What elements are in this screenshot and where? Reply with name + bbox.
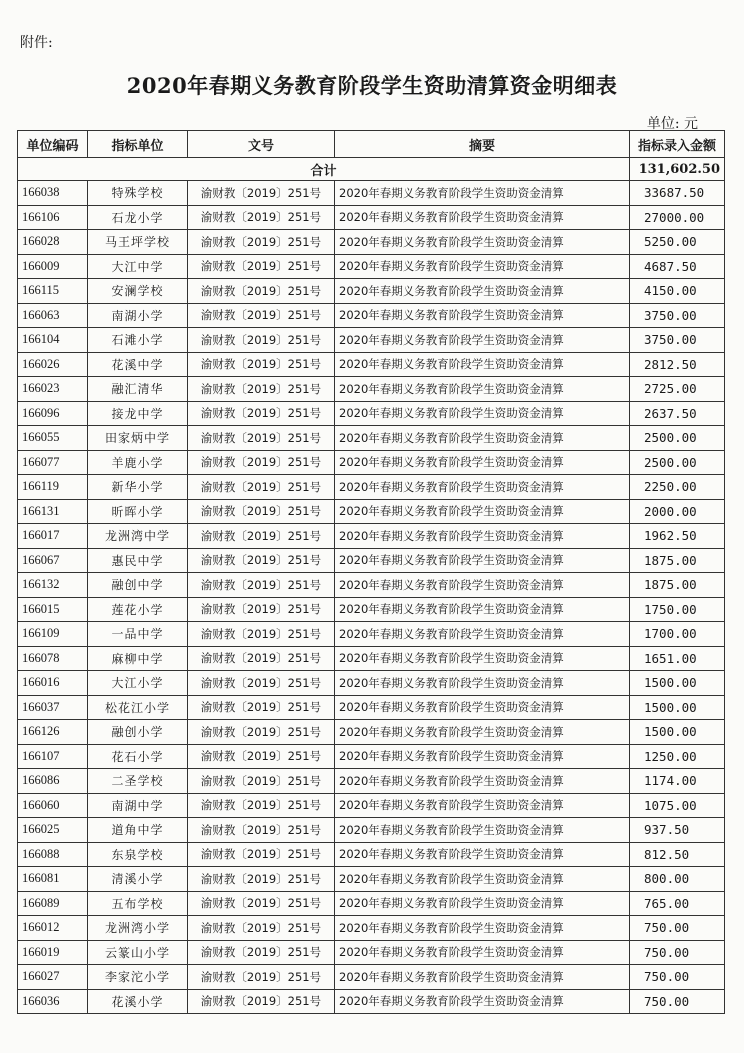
cell-amount: 2500.00 — [630, 450, 725, 475]
cell-doc: 渝财教〔2019〕251号 — [188, 769, 335, 794]
table-row — [18, 328, 725, 353]
cell-doc: 渝财教〔2019〕251号 — [188, 695, 335, 720]
cell-summary: 2020年春期义务教育阶段学生资助资金清算 — [335, 671, 630, 696]
cell-amount: 1875.00 — [630, 573, 725, 598]
cell-summary: 2020年春期义务教育阶段学生资助资金清算 — [335, 230, 630, 255]
cell-code: 166055 — [18, 426, 88, 451]
table-row — [18, 744, 725, 769]
cell-summary: 2020年春期义务教育阶段学生资助资金清算 — [335, 377, 630, 402]
table-row — [18, 548, 725, 573]
table-row — [18, 573, 725, 598]
total-amount: 131,602.50 — [630, 158, 725, 181]
table-row — [18, 205, 725, 230]
header-doc: 文号 — [188, 131, 335, 158]
cell-code: 166126 — [18, 720, 88, 745]
cell-code: 166025 — [18, 818, 88, 843]
table-row — [18, 254, 725, 279]
cell-amount: 750.00 — [630, 965, 725, 990]
cell-summary: 2020年春期义务教育阶段学生资助资金清算 — [335, 867, 630, 892]
cell-amount: 2250.00 — [630, 475, 725, 500]
cell-code: 166132 — [18, 573, 88, 598]
cell-unit: 安澜学校 — [88, 279, 188, 304]
cell-unit: 花石小学 — [88, 744, 188, 769]
cell-unit: 特殊学校 — [88, 181, 188, 206]
cell-code: 166078 — [18, 646, 88, 671]
table-row — [18, 303, 725, 328]
header-amount: 指标录入金额 — [630, 131, 725, 158]
cell-doc: 渝财教〔2019〕251号 — [188, 891, 335, 916]
cell-unit: 李家沱小学 — [88, 965, 188, 990]
cell-doc: 渝财教〔2019〕251号 — [188, 671, 335, 696]
cell-unit: 清溪小学 — [88, 867, 188, 892]
cell-doc: 渝财教〔2019〕251号 — [188, 744, 335, 769]
cell-doc: 渝财教〔2019〕251号 — [188, 279, 335, 304]
table-row — [18, 720, 725, 745]
cell-unit: 道角中学 — [88, 818, 188, 843]
cell-amount: 1651.00 — [630, 646, 725, 671]
cell-unit: 二圣学校 — [88, 769, 188, 794]
table-row — [18, 475, 725, 500]
cell-amount: 1962.50 — [630, 524, 725, 549]
cell-code: 166088 — [18, 842, 88, 867]
cell-amount: 4150.00 — [630, 279, 725, 304]
header-summary: 摘要 — [335, 131, 630, 158]
cell-summary: 2020年春期义务教育阶段学生资助资金清算 — [335, 352, 630, 377]
cell-doc: 渝财教〔2019〕251号 — [188, 377, 335, 402]
cell-doc: 渝财教〔2019〕251号 — [188, 254, 335, 279]
cell-doc: 渝财教〔2019〕251号 — [188, 205, 335, 230]
cell-code: 166109 — [18, 622, 88, 647]
cell-amount: 2637.50 — [630, 401, 725, 426]
cell-amount: 1875.00 — [630, 548, 725, 573]
table-row — [18, 524, 725, 549]
cell-unit: 羊鹿小学 — [88, 450, 188, 475]
table-row — [18, 646, 725, 671]
cell-unit: 花溪小学 — [88, 989, 188, 1014]
cell-code: 166038 — [18, 181, 88, 206]
table-row — [18, 352, 725, 377]
cell-amount: 1500.00 — [630, 720, 725, 745]
cell-doc: 渝财教〔2019〕251号 — [188, 720, 335, 745]
cell-summary: 2020年春期义务教育阶段学生资助资金清算 — [335, 891, 630, 916]
cell-doc: 渝财教〔2019〕251号 — [188, 303, 335, 328]
cell-amount: 2500.00 — [630, 426, 725, 451]
table-row — [18, 377, 725, 402]
cell-unit: 龙洲湾小学 — [88, 916, 188, 941]
table-row — [18, 279, 725, 304]
cell-amount: 2725.00 — [630, 377, 725, 402]
table-row — [18, 622, 725, 647]
cell-unit: 田家炳中学 — [88, 426, 188, 451]
cell-doc: 渝财教〔2019〕251号 — [188, 597, 335, 622]
cell-summary: 2020年春期义务教育阶段学生资助资金清算 — [335, 254, 630, 279]
cell-amount: 1500.00 — [630, 695, 725, 720]
cell-unit: 东泉学校 — [88, 842, 188, 867]
cell-doc: 渝财教〔2019〕251号 — [188, 328, 335, 353]
cell-amount: 800.00 — [630, 867, 725, 892]
cell-unit: 花溪中学 — [88, 352, 188, 377]
cell-doc: 渝财教〔2019〕251号 — [188, 646, 335, 671]
cell-doc: 渝财教〔2019〕251号 — [188, 450, 335, 475]
cell-code: 166023 — [18, 377, 88, 402]
cell-summary: 2020年春期义务教育阶段学生资助资金清算 — [335, 181, 630, 206]
cell-doc: 渝财教〔2019〕251号 — [188, 989, 335, 1014]
cell-doc: 渝财教〔2019〕251号 — [188, 352, 335, 377]
cell-code: 166096 — [18, 401, 88, 426]
table-row — [18, 793, 725, 818]
cell-summary: 2020年春期义务教育阶段学生资助资金清算 — [335, 916, 630, 941]
cell-amount: 4687.50 — [630, 254, 725, 279]
cell-code: 166086 — [18, 769, 88, 794]
cell-doc: 渝财教〔2019〕251号 — [188, 867, 335, 892]
cell-summary: 2020年春期义务教育阶段学生资助资金清算 — [335, 303, 630, 328]
table-row — [18, 401, 725, 426]
cell-summary: 2020年春期义务教育阶段学生资助资金清算 — [335, 842, 630, 867]
table-row — [18, 450, 725, 475]
cell-code: 166077 — [18, 450, 88, 475]
cell-summary: 2020年春期义务教育阶段学生资助资金清算 — [335, 548, 630, 573]
cell-unit: 南湖小学 — [88, 303, 188, 328]
cell-amount: 1750.00 — [630, 597, 725, 622]
cell-unit: 惠民中学 — [88, 548, 188, 573]
cell-unit: 融汇清华 — [88, 377, 188, 402]
attachment-label: 附件: — [20, 35, 53, 51]
cell-summary: 2020年春期义务教育阶段学生资助资金清算 — [335, 450, 630, 475]
cell-amount: 5250.00 — [630, 230, 725, 255]
cell-amount: 2812.50 — [630, 352, 725, 377]
cell-doc: 渝财教〔2019〕251号 — [188, 793, 335, 818]
cell-unit: 五布学校 — [88, 891, 188, 916]
cell-doc: 渝财教〔2019〕251号 — [188, 181, 335, 206]
cell-amount: 1174.00 — [630, 769, 725, 794]
cell-unit: 马王坪学校 — [88, 230, 188, 255]
table-row — [18, 940, 725, 965]
cell-amount: 1250.00 — [630, 744, 725, 769]
cell-summary: 2020年春期义务教育阶段学生资助资金清算 — [335, 793, 630, 818]
table-row — [18, 842, 725, 867]
table-row — [18, 695, 725, 720]
cell-unit: 接龙中学 — [88, 401, 188, 426]
cell-code: 166107 — [18, 744, 88, 769]
cell-unit: 龙洲湾中学 — [88, 524, 188, 549]
cell-doc: 渝财教〔2019〕251号 — [188, 401, 335, 426]
table-row — [18, 181, 725, 206]
cell-doc: 渝财教〔2019〕251号 — [188, 426, 335, 451]
cell-amount: 812.50 — [630, 842, 725, 867]
table-row — [18, 499, 725, 524]
cell-code: 166106 — [18, 205, 88, 230]
table-row — [18, 867, 725, 892]
cell-code: 166115 — [18, 279, 88, 304]
cell-amount: 750.00 — [630, 989, 725, 1014]
table-row — [18, 426, 725, 451]
cell-unit: 石龙小学 — [88, 205, 188, 230]
cell-unit: 大江中学 — [88, 254, 188, 279]
cell-summary: 2020年春期义务教育阶段学生资助资金清算 — [335, 279, 630, 304]
table-row — [18, 891, 725, 916]
cell-amount: 750.00 — [630, 916, 725, 941]
cell-amount: 3750.00 — [630, 328, 725, 353]
cell-summary: 2020年春期义务教育阶段学生资助资金清算 — [335, 205, 630, 230]
table-row — [18, 989, 725, 1014]
cell-summary: 2020年春期义务教育阶段学生资助资金清算 — [335, 499, 630, 524]
cell-doc: 渝财教〔2019〕251号 — [188, 573, 335, 598]
cell-code: 166067 — [18, 548, 88, 573]
header-code: 单位编码 — [18, 131, 88, 158]
cell-amount: 750.00 — [630, 940, 725, 965]
cell-code: 166104 — [18, 328, 88, 353]
header-unit: 指标单位 — [88, 131, 188, 158]
cell-code: 166026 — [18, 352, 88, 377]
cell-code: 166009 — [18, 254, 88, 279]
funding-table — [17, 130, 725, 1014]
cell-amount: 765.00 — [630, 891, 725, 916]
cell-doc: 渝财教〔2019〕251号 — [188, 475, 335, 500]
cell-summary: 2020年春期义务教育阶段学生资助资金清算 — [335, 573, 630, 598]
cell-code: 166081 — [18, 867, 88, 892]
unit-label: 单位: 元 — [646, 116, 698, 132]
cell-code: 166019 — [18, 940, 88, 965]
cell-summary: 2020年春期义务教育阶段学生资助资金清算 — [335, 695, 630, 720]
total-row — [18, 158, 725, 181]
cell-doc: 渝财教〔2019〕251号 — [188, 622, 335, 647]
cell-summary: 2020年春期义务教育阶段学生资助资金清算 — [335, 965, 630, 990]
cell-unit: 一品中学 — [88, 622, 188, 647]
cell-code: 166028 — [18, 230, 88, 255]
cell-code: 166119 — [18, 475, 88, 500]
table-header-row — [18, 131, 725, 158]
cell-doc: 渝财教〔2019〕251号 — [188, 230, 335, 255]
cell-summary: 2020年春期义务教育阶段学生资助资金清算 — [335, 769, 630, 794]
cell-unit: 石滩小学 — [88, 328, 188, 353]
table-row — [18, 597, 725, 622]
cell-summary: 2020年春期义务教育阶段学生资助资金清算 — [335, 426, 630, 451]
cell-doc: 渝财教〔2019〕251号 — [188, 842, 335, 867]
table-row — [18, 769, 725, 794]
cell-unit: 昕晖小学 — [88, 499, 188, 524]
cell-doc: 渝财教〔2019〕251号 — [188, 965, 335, 990]
cell-summary: 2020年春期义务教育阶段学生资助资金清算 — [335, 744, 630, 769]
cell-code: 166017 — [18, 524, 88, 549]
cell-summary: 2020年春期义务教育阶段学生资助资金清算 — [335, 597, 630, 622]
table-row — [18, 916, 725, 941]
cell-amount: 3750.00 — [630, 303, 725, 328]
cell-doc: 渝财教〔2019〕251号 — [188, 499, 335, 524]
cell-code: 166131 — [18, 499, 88, 524]
cell-code: 166015 — [18, 597, 88, 622]
cell-code: 166012 — [18, 916, 88, 941]
cell-unit: 云篆山小学 — [88, 940, 188, 965]
cell-unit: 大江小学 — [88, 671, 188, 696]
cell-amount: 1075.00 — [630, 793, 725, 818]
cell-amount: 937.50 — [630, 818, 725, 843]
cell-doc: 渝财教〔2019〕251号 — [188, 818, 335, 843]
cell-summary: 2020年春期义务教育阶段学生资助资金清算 — [335, 401, 630, 426]
cell-unit: 莲花小学 — [88, 597, 188, 622]
cell-summary: 2020年春期义务教育阶段学生资助资金清算 — [335, 818, 630, 843]
cell-amount: 1500.00 — [630, 671, 725, 696]
cell-unit: 融创小学 — [88, 720, 188, 745]
cell-summary: 2020年春期义务教育阶段学生资助资金清算 — [335, 524, 630, 549]
cell-amount: 2000.00 — [630, 499, 725, 524]
table-row — [18, 671, 725, 696]
cell-doc: 渝财教〔2019〕251号 — [188, 940, 335, 965]
table-row — [18, 818, 725, 843]
cell-doc: 渝财教〔2019〕251号 — [188, 916, 335, 941]
cell-summary: 2020年春期义务教育阶段学生资助资金清算 — [335, 720, 630, 745]
page-title: 2020年春期义务教育阶段学生资助清算资金明细表 — [126, 73, 618, 98]
cell-code: 166063 — [18, 303, 88, 328]
cell-summary: 2020年春期义务教育阶段学生资助资金清算 — [335, 940, 630, 965]
cell-code: 166037 — [18, 695, 88, 720]
cell-amount: 1700.00 — [630, 622, 725, 647]
cell-summary: 2020年春期义务教育阶段学生资助资金清算 — [335, 989, 630, 1014]
cell-unit: 新华小学 — [88, 475, 188, 500]
cell-doc: 渝财教〔2019〕251号 — [188, 524, 335, 549]
cell-summary: 2020年春期义务教育阶段学生资助资金清算 — [335, 622, 630, 647]
cell-code: 166016 — [18, 671, 88, 696]
cell-amount: 27000.00 — [630, 205, 725, 230]
total-label: 合计 — [18, 158, 630, 181]
cell-summary: 2020年春期义务教育阶段学生资助资金清算 — [335, 646, 630, 671]
cell-doc: 渝财教〔2019〕251号 — [188, 548, 335, 573]
cell-code: 166060 — [18, 793, 88, 818]
cell-unit: 南湖中学 — [88, 793, 188, 818]
cell-summary: 2020年春期义务教育阶段学生资助资金清算 — [335, 328, 630, 353]
cell-summary: 2020年春期义务教育阶段学生资助资金清算 — [335, 475, 630, 500]
table-row — [18, 965, 725, 990]
cell-code: 166036 — [18, 989, 88, 1014]
table-row — [18, 230, 725, 255]
cell-unit: 松花江小学 — [88, 695, 188, 720]
cell-unit: 麻柳中学 — [88, 646, 188, 671]
cell-unit: 融创中学 — [88, 573, 188, 598]
cell-code: 166027 — [18, 965, 88, 990]
cell-code: 166089 — [18, 891, 88, 916]
cell-amount: 33687.50 — [630, 181, 725, 206]
